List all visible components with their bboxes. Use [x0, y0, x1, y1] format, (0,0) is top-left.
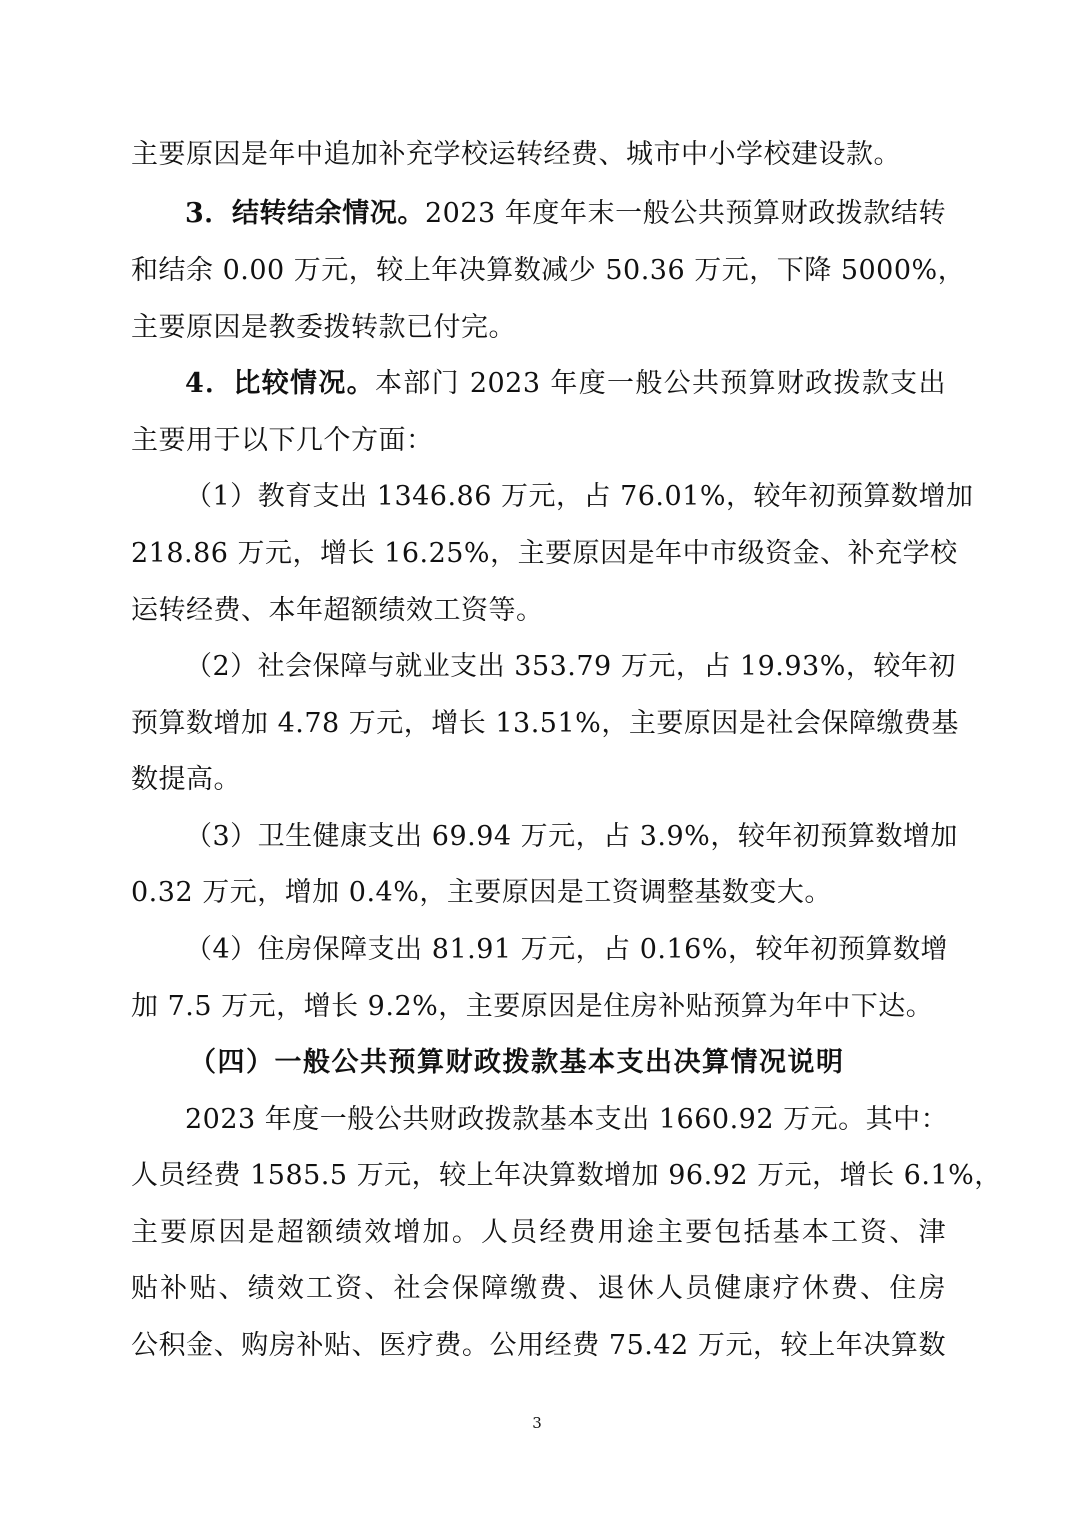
- paragraph-lead: 4．比较情况。: [185, 368, 375, 399]
- paragraph-line: 主要用于以下几个方面：: [131, 425, 434, 456]
- paragraph-line: 主要原因是超额绩效增加。人员经费用途主要包括基本工资、津: [131, 1217, 946, 1248]
- page-number: 3: [532, 1414, 542, 1432]
- list-item-line: 数提高。: [131, 764, 241, 795]
- paragraph-line: 和结余 0.00 万元，较上年决算数减少 50.36 万元，下降 5000%，: [131, 255, 966, 286]
- list-item-line: 加 7.5 万元，增长 9.2%，主要原因是住房补贴预算为年中下达。: [131, 991, 934, 1022]
- list-item-line: （1）教育支出 1346.86 万元，占 76.01%，较年初预算数增加: [185, 481, 974, 512]
- paragraph-line: 主要原因是教委拨转款已付完。: [131, 312, 516, 343]
- list-item-line: 0.32 万元，增加 0.4%，主要原因是工资调整基数变大。: [131, 877, 832, 908]
- paragraph-text: 本部门 2023 年度一般公共预算财政拨款支出: [374, 368, 946, 399]
- paragraph-line: 贴补贴、绩效工资、社会保障缴费、退休人员健康疗休费、住房: [131, 1273, 946, 1304]
- list-item-line: 运转经费、本年超额绩效工资等。: [131, 595, 544, 626]
- paragraph-line: 人员经费 1585.5 万元，较上年决算数增加 96.92 万元，增长 6.1%，: [131, 1160, 1002, 1191]
- list-item-line: （3）卫生健康支出 69.94 万元，占 3.9%，较年初预算数增加: [185, 821, 958, 852]
- paragraph-line: 2023 年度一般公共财政拨款基本支出 1660.92 万元。其中：: [185, 1104, 949, 1135]
- list-item-line: （2）社会保障与就业支出 353.79 万元，占 19.93%，较年初: [185, 651, 956, 682]
- paragraph-line: 公积金、购房补贴、医疗费。公用经费 75.42 万元，较上年决算数: [131, 1330, 946, 1361]
- paragraph-line: [185, 364, 946, 404]
- paragraph-line: 主要原因是年中追加补充学校运转经费、城市中小学校建设款。: [131, 139, 901, 170]
- list-item-line: 218.86 万元，增长 16.25%，主要原因是年中市级资金、补充学校: [131, 538, 958, 569]
- paragraph-lead: 3．结转结余情况。: [185, 198, 425, 229]
- paragraph-line: [185, 194, 946, 234]
- list-item-line: （4）住房保障支出 81.91 万元，占 0.16%，较年初预算数增: [185, 934, 948, 965]
- paragraph-text: 2023 年度年末一般公共预算财政拨款结转: [424, 198, 946, 229]
- list-item-line: 预算数增加 4.78 万元，增长 13.51%，主要原因是社会保障缴费基: [131, 708, 959, 739]
- section-heading: （四）一般公共预算财政拨款基本支出决算情况说明: [189, 1047, 845, 1078]
